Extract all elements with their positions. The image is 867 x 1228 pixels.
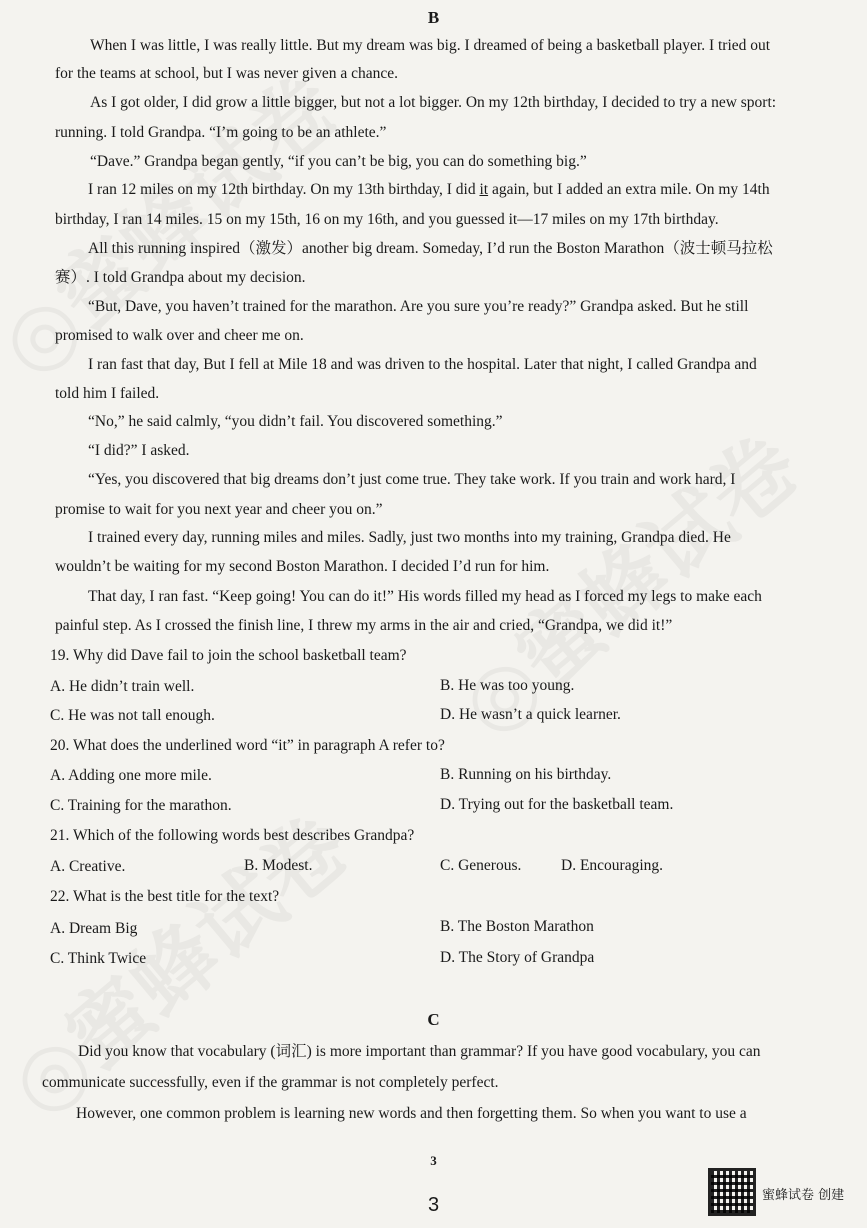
option-20b: B. Running on his birthday. bbox=[440, 766, 612, 783]
text-span: I ran 12 miles on my 12th birthday. On my 13th birthday, I did bbox=[88, 181, 476, 198]
qr-code-icon bbox=[708, 1168, 756, 1216]
option-22c: C. Think Twice bbox=[50, 950, 147, 967]
option-22b: B. The Boston Marathon bbox=[440, 918, 594, 935]
option-22a: A. Dream Big bbox=[50, 920, 138, 937]
paragraph-line: birthday, I ran 14 miles. 15 on my 15th, 16 on my 16th, and you guessed it—17 miles on my 17th birthday. bbox=[55, 211, 719, 228]
option-21d: D. Encouraging. bbox=[561, 857, 664, 874]
option-21c: C. Generous. bbox=[440, 857, 522, 874]
paragraph-line: I ran fast that day, But I fell at Mile 18 and was driven to the hospital. Later that night, I called Grandpa and bbox=[88, 356, 757, 373]
paragraph-line: Did you know that vocabulary (词汇) is more important than grammar? If you have good vocabulary, you can bbox=[78, 1043, 761, 1060]
page-number-large: 3 bbox=[427, 1194, 440, 1216]
text-span: again, but I added an extra mile. On my 14th bbox=[488, 181, 770, 198]
paragraph-line: I trained every day, running miles and miles. Sadly, just two months into my training, Grandpa died. He bbox=[88, 529, 731, 546]
question-21: 21. Which of the following words best describes Grandpa? bbox=[50, 827, 415, 844]
paragraph-line: running. I told Grandpa. “I’m going to be an athlete.” bbox=[55, 124, 387, 141]
paragraph-line: promised to walk over and cheer me on. bbox=[55, 327, 304, 344]
question-19: 19. Why did Dave fail to join the school basketball team? bbox=[50, 647, 407, 664]
paragraph-line: “Yes, you discovered that big dreams don’t just come true. They take work. If you train and work hard, I bbox=[88, 471, 736, 488]
option-20a: A. Adding one more mile. bbox=[50, 767, 212, 784]
option-21a: A. Creative. bbox=[50, 858, 126, 875]
underlined-word-it: it bbox=[479, 181, 489, 198]
page-number: 3 bbox=[430, 1153, 437, 1168]
paragraph-line: However, one common problem is learning new words and then forgetting them. So when you want to use a bbox=[76, 1105, 747, 1122]
paragraph-line: communicate successfully, even if the grammar is not completely perfect. bbox=[42, 1074, 499, 1091]
option-19c: C. He was not tall enough. bbox=[50, 707, 215, 724]
paragraph-line: When I was little, I was really little. But my dream was big. I dreamed of being a basketball player. I tried out bbox=[90, 37, 771, 54]
paragraph-line: All this running inspired（激发）another big dream. Someday, I’d run the Boston Marathon（波士顿马拉松 bbox=[88, 240, 773, 257]
paragraph-line: for the teams at school, but I was never given a chance. bbox=[55, 65, 399, 82]
option-21b: B. Modest. bbox=[244, 857, 313, 874]
question-22: 22. What is the best title for the text? bbox=[50, 888, 280, 905]
brand-label: 蜜蜂试卷 创建 bbox=[762, 1188, 845, 1203]
paragraph-line: That day, I ran fast. “Keep going! You can do it!” His words filled my head as I forced my legs to make each bbox=[88, 588, 762, 605]
section-c-heading: C bbox=[427, 1010, 440, 1029]
option-19a: A. He didn’t train well. bbox=[50, 678, 195, 695]
paragraph-line: “No,” he said calmly, “you didn’t fail. You discovered something.” bbox=[88, 413, 503, 430]
paragraph-line: told him I failed. bbox=[55, 385, 160, 402]
section-b-heading: B bbox=[427, 8, 440, 27]
option-19b: B. He was too young. bbox=[440, 677, 575, 694]
paragraph-line: promise to wait for you next year and cheer you on.” bbox=[55, 501, 383, 518]
paragraph-line: painful step. As I crossed the finish line, I threw my arms in the air and cried, “Grandpa, we did it!” bbox=[55, 617, 673, 634]
option-20d: D. Trying out for the basketball team. bbox=[440, 796, 674, 813]
paragraph-line: “But, Dave, you haven’t trained for the marathon. Are you sure you’re ready?” Grandpa asked. But he still bbox=[88, 298, 749, 315]
question-20: 20. What does the underlined word “it” in paragraph A refer to? bbox=[50, 737, 445, 754]
paragraph-line: As I got older, I did grow a little bigger, but not a lot bigger. On my 12th birthday, I decided to try a new sport: bbox=[90, 94, 777, 111]
paragraph-line: “I did?” I asked. bbox=[88, 442, 190, 459]
paragraph-line: 赛）. I told Grandpa about my decision. bbox=[55, 269, 306, 286]
paragraph-line: wouldn’t be waiting for my second Boston Marathon. I decided I’d run for him. bbox=[55, 558, 550, 575]
option-22d: D. The Story of Grandpa bbox=[440, 949, 595, 966]
paragraph-line bbox=[88, 180, 770, 200]
paragraph-line: “Dave.” Grandpa began gently, “if you can’t be big, you can do something big.” bbox=[90, 153, 587, 170]
option-20c: C. Training for the marathon. bbox=[50, 797, 232, 814]
option-19d: D. He wasn’t a quick learner. bbox=[440, 706, 621, 723]
